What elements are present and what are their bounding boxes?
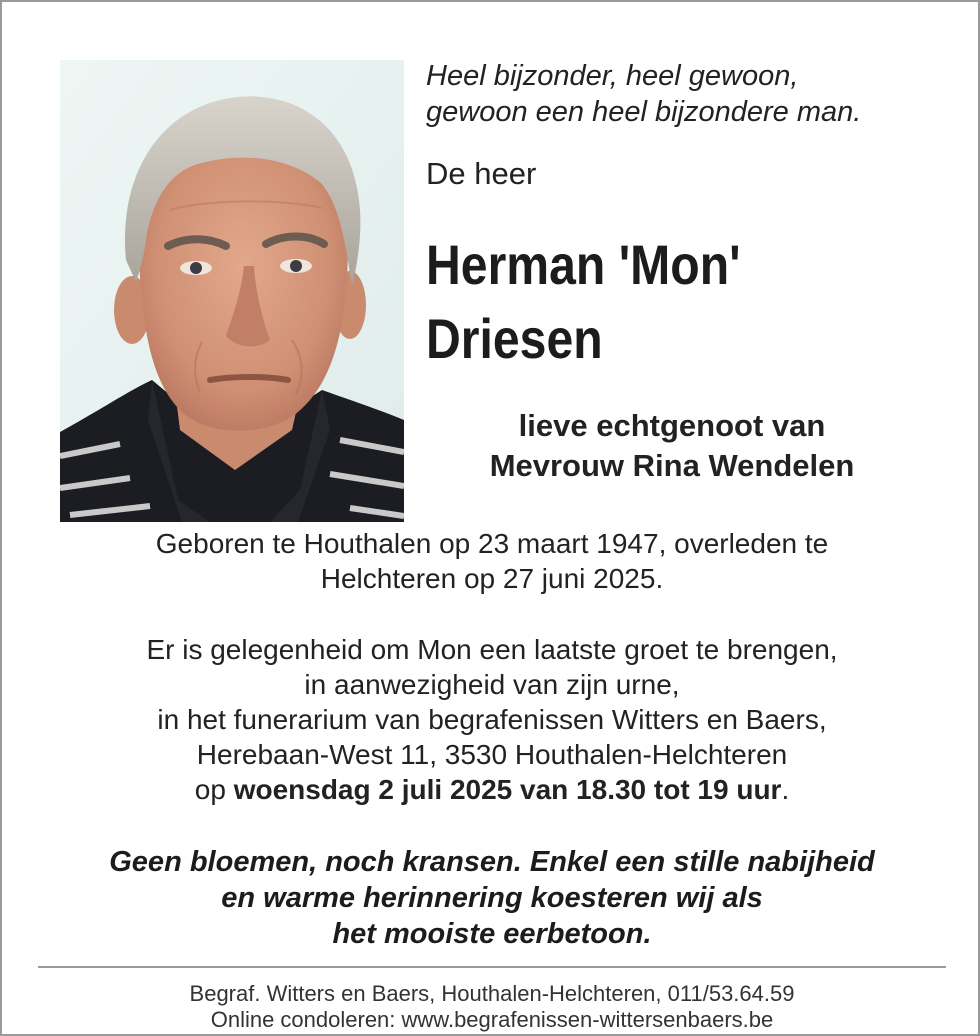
birth-death-details [42, 526, 942, 596]
relation-text [442, 406, 902, 486]
footer-divider [38, 966, 946, 968]
visit-date-suffix: . [781, 774, 790, 805]
visit-date-line [42, 772, 942, 807]
portrait-photo [60, 60, 404, 522]
visit-line: Er is gelegenheid om Mon een laatste groet te brengen, [146, 634, 838, 665]
closing-line: het mooiste eerbetoon. [332, 918, 652, 950]
online-condolence-link: Online condoleren: www.begrafenissen-wittersenbaers.be [210, 1007, 774, 1032]
death-line: Helchteren op 27 juni 2025. [320, 563, 664, 594]
visit-date: woensdag 2 juli 2025 van 18.30 tot 19 uur [233, 774, 782, 805]
relation-line: lieve echtgenoot van [518, 408, 826, 443]
spouse-name: Mevrouw Rina Wendelen [489, 448, 855, 483]
visit-address: Herebaan-West 11, 3530 Houthalen-Helchteren [196, 739, 788, 770]
visit-line: in het funerarium van begrafenissen Witters en Baers, [157, 704, 827, 735]
name-line-last: Driesen [426, 307, 603, 370]
motto-line: Heel bijzonder, heel gewoon, [426, 60, 799, 92]
visit-date-prefix: op [194, 774, 234, 805]
closing-message [42, 844, 942, 952]
visitation-details [42, 632, 942, 807]
motto-quote [426, 58, 861, 130]
salutation: De heer [426, 156, 537, 191]
closing-line: Geen bloemen, noch kransen. Enkel een stille nabijheid [109, 846, 875, 878]
funeral-home-contact: Begraf. Witters en Baers, Houthalen-Helchteren, 011/53.64.59 [189, 981, 795, 1006]
footer [42, 981, 942, 1033]
name-line-first: Herman 'Mon' [426, 233, 741, 296]
visit-line: in aanwezigheid van zijn urne, [304, 669, 680, 700]
deceased-name [426, 228, 741, 376]
motto-line: gewoon een heel bijzondere man. [426, 96, 862, 128]
closing-line: en warme herinnering koesteren wij als [221, 882, 763, 914]
birth-line: Geboren te Houthalen op 23 maart 1947, overleden te [155, 528, 829, 559]
